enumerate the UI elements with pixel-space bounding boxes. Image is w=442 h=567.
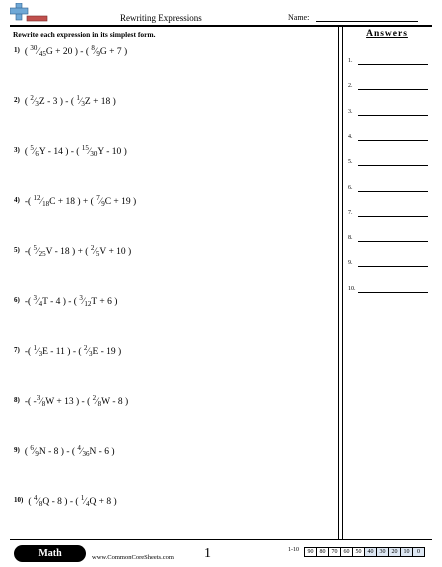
answer-field-6[interactable] [358, 191, 428, 192]
fraction: 2⁄5 [90, 244, 100, 258]
footer-divider [10, 539, 432, 540]
answer-number: 8. [348, 235, 353, 242]
page-number: 1 [204, 546, 211, 561]
fraction: 5⁄6 [30, 144, 39, 158]
expression-text: -( [24, 247, 34, 257]
problem-number: 3) [14, 146, 20, 154]
worksheet-title: Rewriting Expressions [120, 13, 202, 23]
site-url: www.CommonCoreSheets.com [92, 554, 174, 561]
expression-text: G + 7 ) [99, 47, 128, 57]
problem-4 [14, 196, 136, 207]
expression-text: Q - 8 ) - ( [42, 497, 81, 507]
problem-5 [14, 246, 131, 257]
score-cell: 0 [413, 547, 425, 557]
answer-field-2[interactable] [358, 89, 428, 90]
answer-field-1[interactable] [358, 64, 428, 65]
problem-number: 7) [14, 346, 20, 354]
expression-text: N - 6 ) [89, 447, 115, 457]
answer-field-8[interactable] [358, 241, 428, 242]
expression-text: -( - [24, 397, 37, 407]
score-cell: 10 [401, 547, 413, 557]
fraction: 3⁄4 [33, 294, 43, 308]
fraction: 1⁄3 [33, 344, 43, 358]
answer-field-4[interactable] [358, 140, 428, 141]
answer-number: 3. [348, 108, 353, 115]
fraction: 3⁄12 [79, 294, 92, 308]
fraction: 7⁄9 [96, 194, 105, 208]
answer-number: 4. [348, 133, 353, 140]
fraction: 6⁄9 [30, 444, 39, 458]
expression-text: -( [24, 197, 34, 207]
expression-text: -( [24, 297, 34, 307]
answer-number: 6. [348, 184, 353, 191]
expression-text: V - 18 ) + ( [45, 247, 91, 257]
answer-field-3[interactable] [358, 115, 428, 116]
problem-number: 4) [14, 196, 20, 204]
expression-text: Y - 10 ) [97, 147, 127, 157]
answer-number: 7. [348, 209, 353, 216]
expression-text: W - 8 ) [101, 397, 129, 407]
answer-number: 5. [348, 159, 353, 166]
answer-column-divider-inner [342, 25, 343, 539]
score-cell: 20 [389, 547, 401, 557]
fraction: 4⁄8 [33, 494, 43, 508]
expression-text: ( [24, 97, 31, 107]
problem-2 [14, 96, 116, 107]
problem-number: 8) [14, 396, 20, 404]
fraction: 3⁄8 [36, 394, 46, 408]
fraction: 1⁄4 [80, 494, 90, 508]
score-cell: 90 [304, 547, 317, 557]
fraction: 2⁄3 [83, 344, 93, 358]
answer-field-5[interactable] [358, 165, 428, 166]
answer-number: 2. [348, 83, 353, 90]
problem-number: 5) [14, 246, 20, 254]
problem-number: 1) [14, 46, 20, 54]
problem-9 [14, 446, 115, 457]
fraction: 1⁄3 [76, 94, 85, 108]
answer-field-7[interactable] [358, 216, 428, 217]
fraction: 2⁄3 [30, 94, 39, 108]
instructions: Rewrite each expression in its simplest form. [13, 30, 156, 39]
problem-number: 6) [14, 296, 20, 304]
expression-text: C + 19 ) [104, 197, 137, 207]
expression-text: Z - 3 ) - ( [38, 97, 77, 107]
answer-column-divider [338, 25, 339, 539]
expression-text: ( [24, 447, 31, 457]
plus-minus-logo [10, 3, 50, 23]
problem-number: 9) [14, 446, 20, 454]
expression-text: T + 6 ) [91, 297, 118, 307]
answers-heading: Answers [366, 29, 408, 39]
expression-text: T - 4 ) - ( [42, 297, 80, 307]
score-table [288, 547, 425, 557]
name-field-line[interactable] [316, 21, 418, 22]
header-divider [10, 25, 432, 27]
fraction: 30⁄45 [30, 44, 46, 58]
expression-text: W + 13 ) - ( [45, 397, 93, 407]
problem-number: 10) [14, 496, 24, 504]
expression-text: ( [24, 147, 31, 157]
answer-number: 9. [348, 260, 353, 267]
expression-text: V + 10 ) [99, 247, 132, 257]
expression-text: ( [24, 47, 31, 57]
problem-10 [14, 496, 117, 507]
expression-text: Y - 14 ) - ( [38, 147, 82, 157]
expression-text: G + 20 ) - ( [45, 47, 92, 57]
expression-text: Z + 18 ) [84, 97, 116, 107]
problem-6 [14, 296, 117, 307]
answer-number: 1. [348, 58, 353, 64]
problem-1 [14, 46, 127, 57]
expression-text: Q + 8 ) [89, 497, 117, 507]
score-cell: 40 [365, 547, 377, 557]
expression-text: N - 8 ) - ( [38, 447, 78, 457]
score-cell: 60 [341, 547, 353, 557]
expression-text: E - 19 ) [92, 347, 122, 357]
fraction: 12⁄18 [33, 194, 50, 208]
expression-text: ( [28, 497, 34, 507]
expression-text: C + 18 ) + ( [49, 197, 97, 207]
answer-number: 10. [348, 285, 356, 292]
problem-8 [14, 396, 128, 407]
score-cell: 50 [353, 547, 365, 557]
fraction: 8⁄9 [91, 44, 100, 58]
answer-field-9[interactable] [358, 266, 428, 267]
expression-text: E - 11 ) - ( [42, 347, 84, 357]
fraction: 2⁄8 [92, 394, 102, 408]
name-label: Name: [288, 13, 310, 22]
problem-3 [14, 146, 127, 157]
fraction: 15⁄30 [81, 144, 98, 158]
fraction: 5⁄25 [33, 244, 46, 258]
score-label: 1-10 [288, 547, 299, 553]
problem-7 [14, 346, 121, 357]
score-cell: 30 [377, 547, 389, 557]
math-badge: Math [14, 545, 86, 562]
expression-text: -( [24, 347, 34, 357]
fraction: 4⁄36 [77, 444, 90, 458]
problem-number: 2) [14, 96, 20, 104]
score-cell: 80 [317, 547, 329, 557]
score-cell: 70 [329, 547, 341, 557]
answer-field-10[interactable] [358, 292, 428, 293]
